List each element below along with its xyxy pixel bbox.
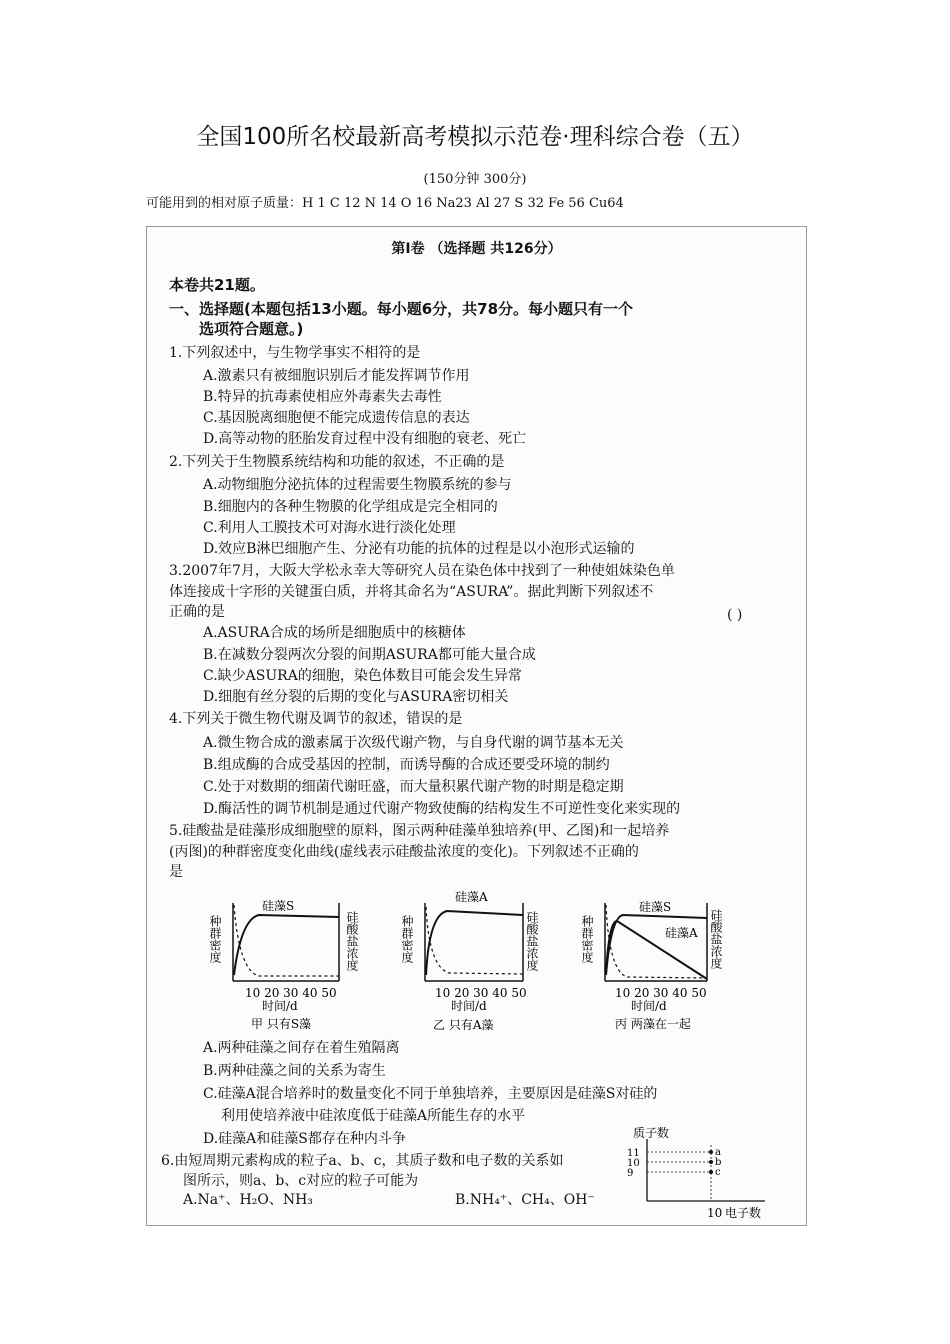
q5-option-d: D.硅藻A和硅藻S都存在种内斗争 [203,1131,406,1147]
chart-q6-point-a [709,1150,713,1154]
q5-option-b: B.两种硅藻之间的关系为寄生 [203,1063,386,1079]
chart-q6-xtick: 10 [707,1206,723,1220]
q2-option-b: B.细胞内的各种生物膜的化学组成是完全相同的 [203,499,498,515]
chart-yi [399,887,579,1035]
q5-option-c-cont: 利用使培养液中硅浓度低于硅藻A所能生存的水平 [221,1108,526,1124]
chart-yi-xticks: 10 20 30 40 50 [435,986,527,1000]
part1-instruction-cont: 选项符合题意。) [199,320,304,338]
chart-yi-xlabel: 时间/d [451,999,487,1013]
q2-option-c: C.利用人工膜技术可对海水进行淡化处理 [203,520,456,536]
q4-option-d: D.酶活性的调节机制是通过代谢产物致使酶的结构发生不可逆性变化来实现的 [203,801,681,817]
q6-stem-2: 图所示，则a、b、c对应的粒子可能为 [183,1173,419,1189]
scanned-exam-image [146,226,807,1226]
q1-option-a: A.激素只有被细胞识别后才能发挥调节作用 [203,368,470,384]
chart-q6-point-b [709,1160,713,1164]
q4-option-c: C.处于对数期的细菌代谢旺盛，而大量积累代谢产物的时期是稳定期 [203,779,624,795]
q5-stem-3: 是 [169,864,183,880]
q6-option-a: A.Na⁺、H₂O、NH₃ [183,1192,313,1208]
chart-yi-right-label: 硅酸盐浓度 [525,911,539,971]
part1-instruction: 一、选择题(本题包括13小题。每小题6分，共78分。每小题只有一个 [169,300,634,318]
chart-bing-series-a: 硅藻A [665,926,698,940]
q3-stem-3: 正确的是 [169,604,225,620]
q3-stem-1: 3.2007年7月，大阪大学松永幸大等研究人员在染色体中找到了一种使姐妹染色单 [169,563,675,579]
q2-stem: 2.下列关于生物膜系统结构和功能的叙述，不正确的是 [169,454,505,470]
q3-answer-bracket: ( ) [727,607,743,623]
chart-bing [579,895,779,1035]
chart-q6-ytick-10: 10 [627,1158,640,1169]
chart-jia-xticks: 10 20 30 40 50 [245,986,337,1000]
q4-stem: 4.下列关于微生物代谢及调节的叙述，错误的是 [169,711,463,727]
section-title: 第Ⅰ卷 （选择题 共126分） [391,241,562,257]
chart-bing-caption: 丙 两藻在一起 [615,1017,691,1031]
q4-option-b: B.组成酶的合成受基因的控制，而诱导酶的合成还要受环境的制约 [203,757,610,773]
chart-yi-population-curve [426,911,523,975]
chart-jia [207,895,387,1035]
volume-note: 本卷共21题。 [169,276,265,294]
chart-bing-xticks: 10 20 30 40 50 [615,986,707,1000]
chart-jia-caption: 甲 只有S藻 [251,1017,312,1031]
q5-option-c: C.硅藻A混合培养时的数量变化不同于单独培养，主要原因是硅藻S对硅的 [203,1086,658,1102]
chart-q6-label-c: c [715,1167,721,1178]
time-score: (150分钟 300分) [423,172,527,187]
chart-bing-xlabel: 时间/d [631,999,667,1013]
q6-stem-1: 6.由短周期元素构成的粒子a、b、c，其质子数和电子数的关系如 [161,1153,564,1169]
chart-jia-xlabel: 时间/d [262,999,298,1013]
q3-option-c: C.缺少ASURA的细胞，染色体数目可能会发生异常 [203,668,522,684]
q4-option-a: A.微生物合成的激素属于次级代谢产物，与自身代谢的调节基本无关 [203,735,624,751]
q5-stem-1: 5.硅酸盐是硅藻形成细胞壁的原料，图示两种硅藻单独培养(甲、乙图)和一起培养 [169,823,670,839]
q5-stem-2: (丙图)的种群密度变化曲线(虚线表示硅酸盐浓度的变化)。下列叙述不正确的 [169,844,639,860]
q1-option-c: C.基因脱离细胞便不能完成遗传信息的表达 [203,410,470,426]
atomic-masses: 可能用到的相对原子质量：H 1 C 12 N 14 O 16 Na23 Al 27 S 32 Fe 56 Cu64 [146,196,624,211]
q2-option-a: A.动物细胞分泌抗体的过程需要生物膜系统的参与 [203,477,512,493]
q1-stem: 1.下列叙述中，与生物学事实不相符的是 [169,345,421,361]
q5-option-a: A.两种硅藻之间存在着生殖隔离 [203,1040,400,1056]
chart-bing-left-label: 种群密度 [580,915,594,963]
chart-yi-caption: 乙 只有A藻 [433,1018,494,1032]
chart-q6-label-a: a [715,1147,721,1158]
chart-yi-left-label: 种群密度 [400,915,414,963]
q3-option-d: D.细胞有丝分裂的后期的变化与ASURA密切相关 [203,689,509,705]
chart-jia-left-label: 种群密度 [208,915,222,963]
chart-jia-population-curve [234,915,339,975]
chart-bing-series-s: 硅藻S [639,900,672,914]
chart-q6 [615,1125,801,1225]
chart-jia-right-label: 硅酸盐浓度 [345,911,359,971]
q1-option-b: B.特异的抗毒素使相应外毒素失去毒性 [203,389,442,405]
chart-bing-right-label: 硅酸盐浓度 [709,909,723,969]
chart-yi-silicate-curve [426,907,523,974]
q3-option-b: B.在减数分裂两次分裂的间期ASURA都可能大量合成 [203,647,536,663]
page-title: 全国100所名校最新高考模拟示范卷·理科综合卷（五） [196,124,754,150]
chart-q6-point-c [709,1170,713,1174]
q1-option-d: D.高等动物的胚胎发育过程中没有细胞的衰老、死亡 [203,431,527,447]
chart-q6-label-b: b [715,1157,722,1168]
chart-q6-xlabel: 电子数 [725,1206,762,1220]
chart-q6-ytick-11: 11 [627,1148,640,1159]
chart-yi-series-label: 硅藻A [455,890,488,904]
q2-option-d: D.效应B淋巴细胞产生、分泌有功能的抗体的过程是以小泡形式运输的 [203,541,635,557]
q3-option-a: A.ASURA合成的场所是细胞质中的核糖体 [203,625,466,641]
chart-q6-ylabel: 质子数 [633,1126,670,1140]
chart-jia-series-label: 硅藻S [262,899,295,913]
q6-option-b: B.NH₄⁺、CH₄、OH⁻ [455,1192,595,1208]
chart-q6-ytick-9: 9 [627,1168,634,1179]
q3-stem-2: 体连接成十字形的关键蛋白质，并将其命名为“ASURA”。据此判断下列叙述不 [169,584,654,600]
